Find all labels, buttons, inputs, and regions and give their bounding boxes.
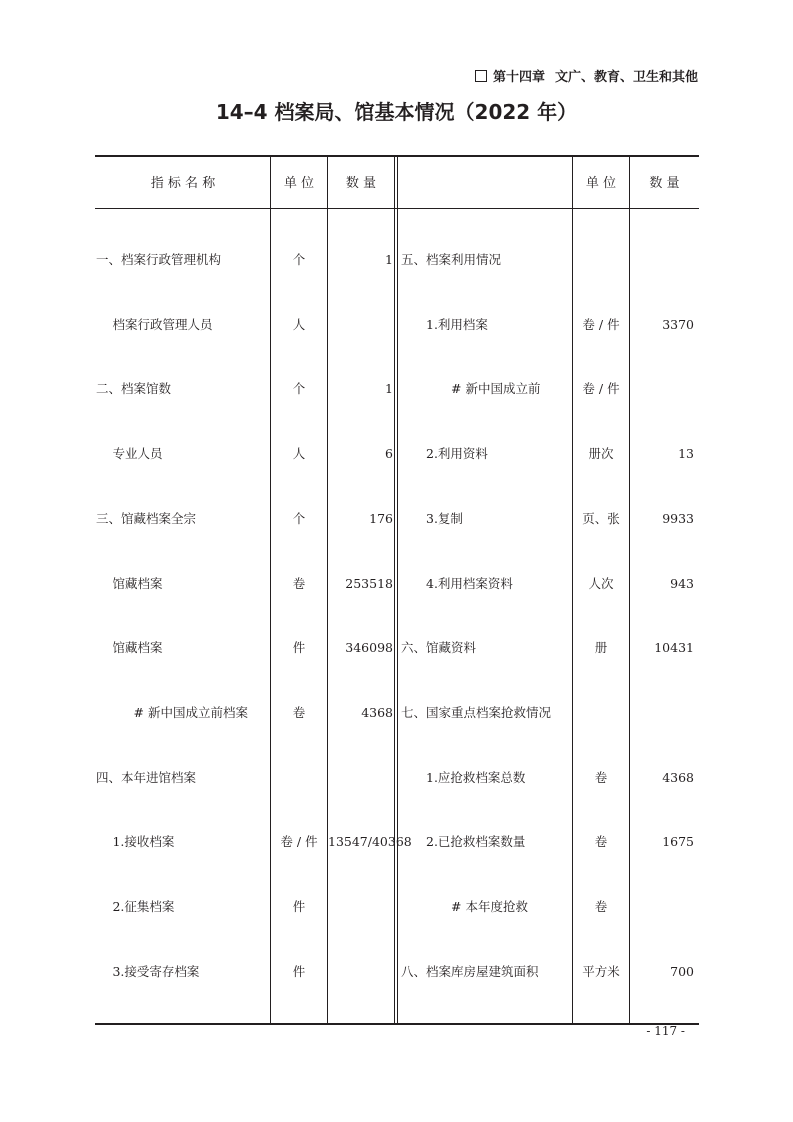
page-number: - 117 - bbox=[646, 1024, 685, 1038]
cell-quantity-right: 13 bbox=[678, 446, 694, 462]
cell-unit-right: 册 bbox=[594, 640, 608, 656]
cell-indicator-name-right: 1.应抢救档案总数 bbox=[401, 769, 526, 785]
cell-unit-right: 卷 bbox=[594, 769, 608, 785]
cell-unit: 人 bbox=[292, 316, 306, 332]
cell-unit: 卷 bbox=[292, 575, 306, 591]
cell-indicator-name: # 新中国成立前档案 bbox=[96, 704, 248, 720]
table-row bbox=[0, 636, 793, 660]
cell-indicator-name-right: 4.利用档案资料 bbox=[401, 575, 513, 591]
cell-indicator-name: 三、馆藏档案全宗 bbox=[96, 510, 197, 526]
cell-indicator-name: 一、档案行政管理机构 bbox=[96, 252, 222, 267]
cell-indicator-name: 档案行政管理人员 bbox=[96, 316, 213, 332]
table-row bbox=[0, 701, 793, 725]
cell-indicator-name: 3.接受寄存档案 bbox=[96, 963, 200, 979]
cell-unit-right: 卷 bbox=[594, 899, 608, 914]
cell-indicator-name-right: 七、国家重点档案抢救情况 bbox=[401, 704, 552, 720]
cell-unit: 人 bbox=[292, 446, 306, 462]
table-row bbox=[0, 377, 793, 401]
header-indicator-name: 指 标 名 称 bbox=[150, 176, 216, 191]
cell-indicator-name: 馆藏档案 bbox=[96, 575, 163, 591]
header-unit: 单 位 bbox=[283, 176, 315, 191]
cell-quantity-right: 10431 bbox=[654, 640, 694, 656]
cell-indicator-name: 2.征集档案 bbox=[96, 899, 175, 914]
header-unit-right: 单 位 bbox=[585, 176, 617, 191]
cell-unit: 个 bbox=[292, 381, 306, 397]
cell-quantity: 13547/40368 bbox=[328, 834, 412, 850]
cell-unit-right: 卷 / 件 bbox=[582, 316, 620, 332]
cell-indicator-name: 四、本年进馆档案 bbox=[96, 769, 197, 785]
header-quantity: 数 量 bbox=[345, 176, 377, 191]
cell-quantity: 4368 bbox=[361, 704, 393, 720]
cell-indicator-name-right: 3.复制 bbox=[401, 510, 463, 526]
table-row bbox=[0, 507, 793, 531]
cell-quantity-right: 4368 bbox=[662, 769, 694, 785]
cell-unit-right: 卷 bbox=[594, 834, 608, 850]
cell-indicator-name-right: 五、档案利用情况 bbox=[401, 252, 502, 267]
cell-quantity: 1 bbox=[385, 381, 393, 397]
cell-quantity: 6 bbox=[385, 446, 393, 462]
cell-unit: 件 bbox=[292, 899, 306, 914]
table-row bbox=[0, 248, 793, 272]
cell-unit-right: 页、张 bbox=[582, 510, 620, 526]
table-row bbox=[0, 895, 793, 919]
cell-quantity: 346098 bbox=[345, 640, 393, 656]
cell-unit: 件 bbox=[292, 640, 306, 656]
cell-indicator-name: 馆藏档案 bbox=[96, 640, 163, 656]
cell-indicator-name-right: 八、档案库房屋建筑面积 bbox=[401, 963, 539, 979]
cell-unit: 卷 bbox=[292, 704, 306, 720]
cell-indicator-name-right: 1.利用档案 bbox=[401, 316, 488, 332]
cell-unit: 卷 / 件 bbox=[280, 834, 318, 850]
cell-quantity-right: 700 bbox=[670, 963, 694, 979]
cell-quantity-right: 1675 bbox=[662, 834, 694, 850]
cell-unit-right: 平方米 bbox=[582, 963, 620, 979]
cell-indicator-name-right: 2.利用资料 bbox=[401, 446, 488, 462]
cell-indicator-name-right: # 新中国成立前 bbox=[401, 381, 541, 397]
cell-indicator-name-right: 2.已抢救档案数量 bbox=[401, 834, 526, 850]
chapter-header bbox=[475, 66, 698, 85]
chapter-name: 文广、教育、卫生和其他 bbox=[554, 70, 698, 85]
cell-quantity: 176 bbox=[369, 510, 393, 526]
cell-quantity: 253518 bbox=[345, 575, 393, 591]
cell-quantity-right: 943 bbox=[670, 575, 694, 591]
page-title: 14–4 档案局、馆基本情况（2022 年） bbox=[215, 100, 578, 124]
cell-indicator-name: 1.接收档案 bbox=[96, 834, 175, 850]
cell-quantity-right: 9933 bbox=[662, 510, 694, 526]
cell-unit: 个 bbox=[292, 510, 306, 526]
cell-indicator-name-right: # 本年度抢救 bbox=[401, 899, 528, 914]
table-row bbox=[0, 960, 793, 984]
cell-unit: 个 bbox=[292, 252, 306, 267]
cell-unit-right: 人次 bbox=[588, 575, 614, 591]
cell-indicator-name-right: 六、馆藏资料 bbox=[401, 640, 477, 656]
cell-indicator-name: 二、档案馆数 bbox=[96, 381, 172, 397]
chapter-number: 第十四章 bbox=[492, 70, 545, 85]
table-row bbox=[0, 442, 793, 466]
square-icon bbox=[475, 70, 487, 82]
cell-unit-right: 卷 / 件 bbox=[582, 381, 620, 397]
table-row bbox=[0, 572, 793, 596]
table-row bbox=[0, 766, 793, 790]
cell-quantity: 1 bbox=[385, 252, 393, 267]
cell-indicator-name: 专业人员 bbox=[96, 446, 163, 462]
cell-unit: 件 bbox=[292, 963, 306, 979]
table-row bbox=[0, 313, 793, 337]
header-quantity-right: 数 量 bbox=[649, 176, 680, 191]
cell-quantity-right: 3370 bbox=[662, 316, 694, 332]
cell-unit-right: 册次 bbox=[588, 446, 614, 462]
table-row bbox=[0, 830, 793, 854]
